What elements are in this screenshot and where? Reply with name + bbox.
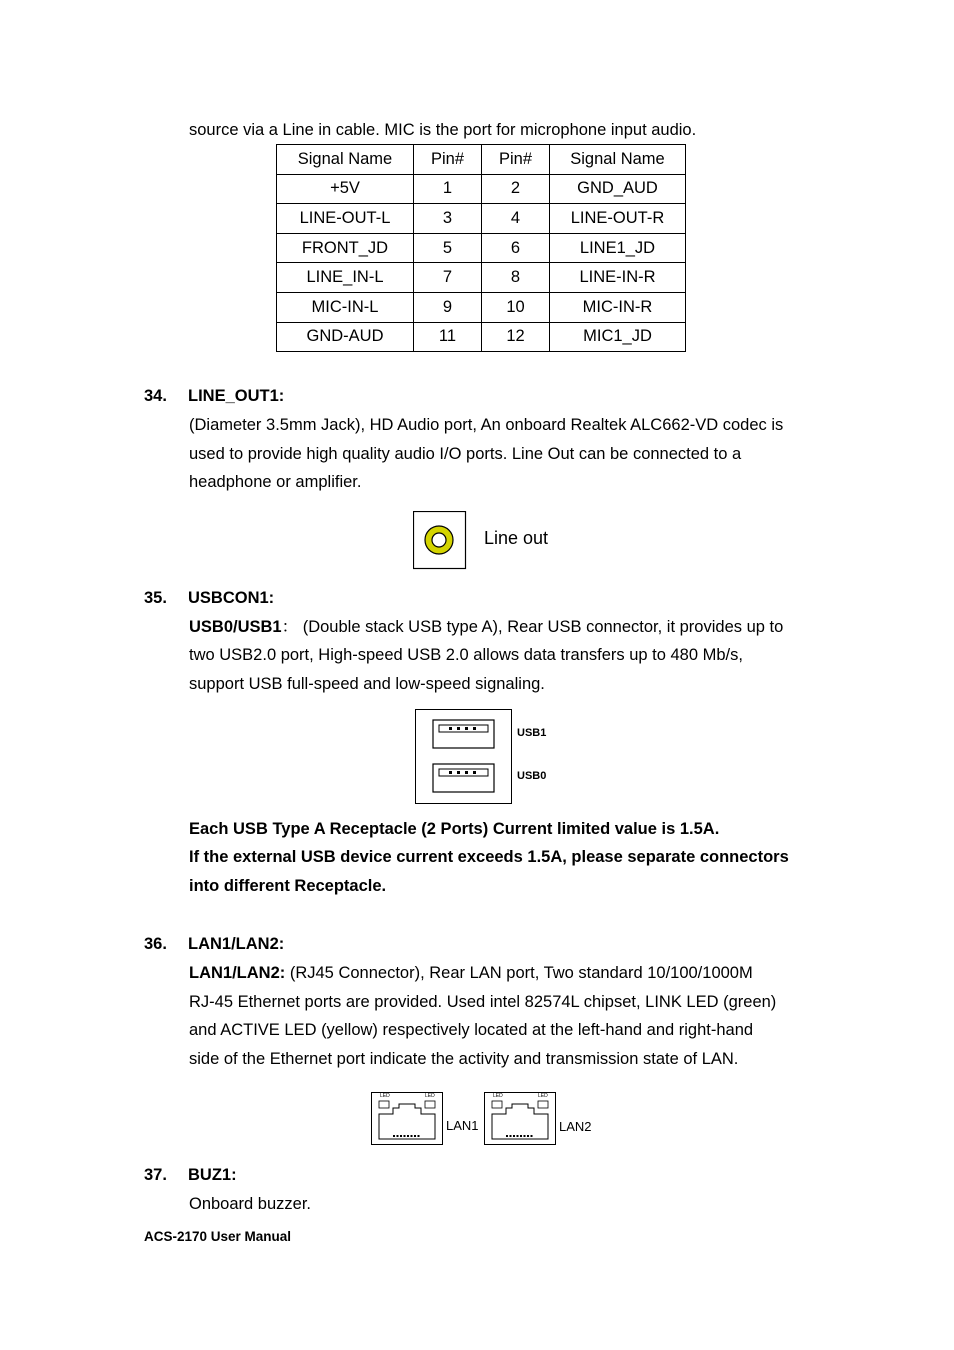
table-cell: LINE_IN-L <box>277 263 414 293</box>
led-label: LED <box>493 1093 503 1099</box>
lead-label: LAN1/LAN2: <box>189 964 286 982</box>
lead-text: (Double stack USB type A), Rear USB connector, it provides up to <box>298 618 784 636</box>
table-cell: 11 <box>414 322 482 352</box>
usb-connector-figure <box>415 709 513 810</box>
lead-separator: ： <box>281 618 299 636</box>
lan1-port-figure <box>371 1092 444 1151</box>
table-cell: LINE-OUT-L <box>277 204 414 234</box>
warning-note: into different Receptacle. <box>189 877 387 895</box>
table-row <box>277 233 686 263</box>
rj45-port-icon <box>484 1092 557 1146</box>
figure-label: LAN2 <box>559 1119 592 1134</box>
section-number: 35. <box>144 589 167 607</box>
table-cell: 4 <box>482 204 550 234</box>
section-title: BUZ1: <box>188 1166 237 1184</box>
section-title: LINE_OUT1: <box>188 387 285 405</box>
led-label: LED <box>425 1093 435 1099</box>
section-text: side of the Ethernet port indicate the activity and transmission state of LAN. <box>189 1050 739 1068</box>
table-cell: FRONT_JD <box>277 233 414 263</box>
table-cell: +5V <box>277 174 414 204</box>
section-text <box>189 617 783 637</box>
section-text: support USB full-speed and low-speed signaling. <box>189 675 545 693</box>
table-cell: 5 <box>414 233 482 263</box>
table-cell: LINE-OUT-R <box>550 204 686 234</box>
table-cell: 10 <box>482 292 550 322</box>
figure-label: Line out <box>484 528 549 548</box>
section-title: LAN1/LAN2: <box>188 935 285 953</box>
line-out-jack-figure <box>413 511 467 575</box>
section-text: used to provide high quality audio I/O ports. Line Out can be connected to a <box>189 445 742 463</box>
table-cell: 1 <box>414 174 482 204</box>
section-text: and ACTIVE LED (yellow) respectively located at the left-hand and right-hand <box>189 1021 754 1039</box>
audio-jack-icon <box>413 511 467 570</box>
figure-label: USB1 <box>517 727 547 739</box>
lead-label: USB0/USB1 <box>189 618 282 636</box>
table-cell: MIC1_JD <box>550 322 686 352</box>
table-header-row <box>277 145 686 175</box>
table-cell: LINE1_JD <box>550 233 686 263</box>
section-text: (Diameter 3.5mm Jack), HD Audio port, An onboard Realtek ALC662-VD codec is <box>189 416 784 434</box>
section-number: 37. <box>144 1166 167 1184</box>
rj45-port-icon <box>371 1092 444 1146</box>
section-text: two USB2.0 port, High-speed USB 2.0 allows data transfers up to 480 Mb/s, <box>189 646 743 664</box>
table-cell: 3 <box>414 204 482 234</box>
section-number: 34. <box>144 387 167 405</box>
table-row <box>277 263 686 293</box>
table-cell: 9 <box>414 292 482 322</box>
warning-note: If the external USB device current exceeds 1.5A, please separate connectors <box>189 848 789 866</box>
table-header: Pin# <box>482 145 550 175</box>
table-row <box>277 322 686 352</box>
table-cell: LINE-IN-R <box>550 263 686 293</box>
table-header: Signal Name <box>550 145 686 175</box>
section-text: Onboard buzzer. <box>189 1195 311 1213</box>
section-text: headphone or amplifier. <box>189 473 362 491</box>
table-cell: 2 <box>482 174 550 204</box>
led-label: LED <box>380 1093 390 1099</box>
table-cell: 12 <box>482 322 550 352</box>
warning-note: Each USB Type A Receptacle (2 Ports) Current limited value is 1.5A. <box>189 820 720 838</box>
table-cell: 8 <box>482 263 550 293</box>
table-row <box>277 204 686 234</box>
table-cell: GND-AUD <box>277 322 414 352</box>
section-number: 36. <box>144 935 167 953</box>
lead-text: (RJ45 Connector), Rear LAN port, Two standard 10/100/1000M <box>285 964 753 982</box>
table-row <box>277 174 686 204</box>
section-text <box>189 963 753 983</box>
figure-label: LAN1 <box>446 1118 479 1133</box>
table-cell: MIC-IN-R <box>550 292 686 322</box>
table-header: Signal Name <box>277 145 414 175</box>
table-cell: GND_AUD <box>550 174 686 204</box>
usb-stack-icon <box>415 709 513 805</box>
intro-text: source via a Line in cable. MIC is the port for microphone input audio. <box>189 121 697 139</box>
page-footer: ACS-2170 User Manual <box>144 1229 292 1244</box>
table-row <box>277 292 686 322</box>
lan2-port-figure <box>484 1092 557 1151</box>
section-title: USBCON1: <box>188 589 275 607</box>
table-cell: 7 <box>414 263 482 293</box>
table-cell: 6 <box>482 233 550 263</box>
figure-label: USB0 <box>517 770 547 782</box>
audio-pin-table <box>276 144 686 352</box>
led-label: LED <box>538 1093 548 1099</box>
section-text: RJ-45 Ethernet ports are provided. Used intel 82574L chipset, LINK LED (green) <box>189 993 777 1011</box>
table-cell: MIC-IN-L <box>277 292 414 322</box>
table-header: Pin# <box>414 145 482 175</box>
